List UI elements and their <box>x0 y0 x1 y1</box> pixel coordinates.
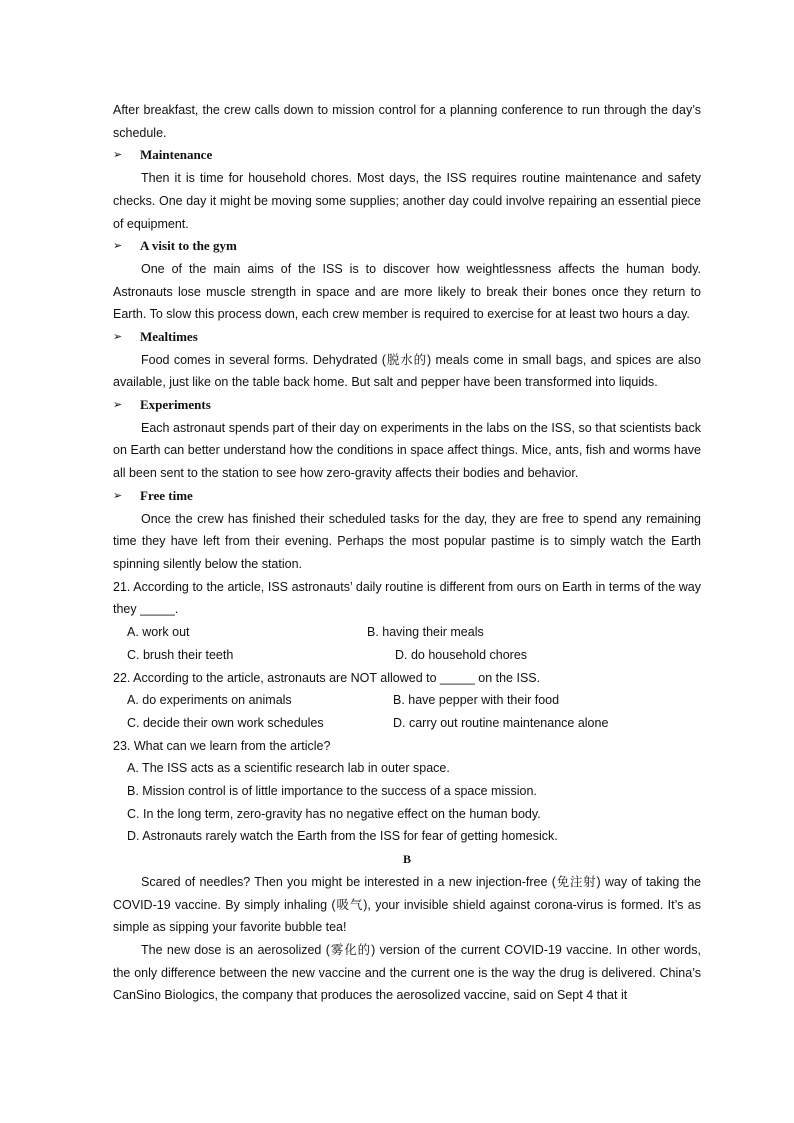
option-c: C. In the long term, zero-gravity has no negative effect on the human body. <box>127 806 541 821</box>
question-22-options <box>113 689 701 734</box>
section-heading <box>113 326 701 349</box>
arrow-bullet-icon: ➢ <box>113 239 123 253</box>
option-b: B. have pepper with their food <box>393 693 560 708</box>
section-heading-text: Experiments <box>140 397 211 413</box>
section-heading-text: Mealtimes <box>140 329 198 344</box>
question-22-stem: 22. According to the article, astronauts are NOT allowed to _____ on the ISS. <box>113 670 541 685</box>
section-paragraph: Food comes in several forms. Dehydrated (脱水的) meals come in small bags, and spices are also available, just like on the table back home. But salt and pepper have been transformed into liquids. <box>113 352 701 390</box>
passage-b-paragraph: Scared of needles? Then you might be interested in a new injection-free (免注射) way of taking the COVID-19 vaccine. By simply inhaling (吸气), your invisible shield against corona-virus is formed. It’s as simple as sipping your favorite bubble tea! <box>113 874 701 935</box>
question-23-stem: 23. What can we learn from the article? <box>113 738 331 753</box>
document-body <box>113 99 701 1007</box>
arrow-bullet-icon: ➢ <box>113 398 123 412</box>
section-heading <box>113 235 701 258</box>
question-23-options <box>113 757 701 848</box>
question-21-options <box>113 621 701 666</box>
section-paragraph: Then it is time for household chores. Most days, the ISS requires routine maintenance and safety checks. One day it might be moving some supplies; another day could involve repairing an essential piece of equipment. <box>113 171 701 231</box>
arrow-bullet-icon: ➢ <box>113 148 123 162</box>
option-a: A. do experiments on animals <box>127 693 292 708</box>
option-a: A. The ISS acts as a scientific research lab in outer space. <box>127 761 450 776</box>
section-heading-text: A visit to the gym <box>140 238 237 254</box>
option-a: A. work out <box>127 625 190 640</box>
passage-b-paragraph: The new dose is an aerosolized (雾化的) version of the current COVID-19 vaccine. In other words, the only difference between the new vaccine and the current one is the way the drug is delivered. China’s CanSino Biologics, the company that produces the aerosolized vaccine, said on Sept 4 that it <box>113 942 701 1003</box>
section-paragraph: Once the crew has finished their scheduled tasks for the day, they are free to spend any remaining time they have left from their evening. Perhaps the most popular pastime is to simply watch the Earth spinning silently below the station. <box>113 511 701 571</box>
section-heading <box>113 485 701 508</box>
section-heading <box>113 144 701 167</box>
option-d: D. Astronauts rarely watch the Earth from the ISS for fear of getting homesick. <box>127 829 558 844</box>
arrow-bullet-icon: ➢ <box>113 330 123 343</box>
section-paragraph: Each astronaut spends part of their day on experiments in the labs on the ISS, so that scientists back on Earth can better understand how the conditions in space affect things. Mice, ants, fish and worms have all been sent to the station to see how zero-gravity affects their bodies and behavior. <box>113 420 701 481</box>
option-b: B. Mission control is of little importance to the success of a space mission. <box>127 784 537 799</box>
option-c: C. decide their own work schedules <box>127 715 324 730</box>
option-d: D. do household chores <box>395 647 528 662</box>
arrow-bullet-icon: ➢ <box>113 488 123 502</box>
section-heading-text: Maintenance <box>140 147 213 163</box>
section-heading <box>113 394 701 417</box>
option-d: D. carry out routine maintenance alone <box>393 715 609 730</box>
passage-a-intro: After breakfast, the crew calls down to mission control for a planning conference to run through the day’s schedule. <box>113 103 701 140</box>
section-paragraph: One of the main aims of the ISS is to discover how weightlessness affects the human body. Astronauts lose muscle strength in space and are more likely to break their bones once they return to Earth. To slow this process down, each crew member is required to exercise for at least two hours a day. <box>113 261 701 322</box>
option-b: B. having their meals <box>367 625 484 640</box>
section-heading-text: Free time <box>140 487 193 503</box>
option-c: C. brush their teeth <box>127 647 234 662</box>
passage-b-label: B <box>402 852 411 867</box>
question-21-stem: 21. According to the article, ISS astronauts’ daily routine is different from ours on Earth in terms of the way they _____. <box>113 579 701 617</box>
